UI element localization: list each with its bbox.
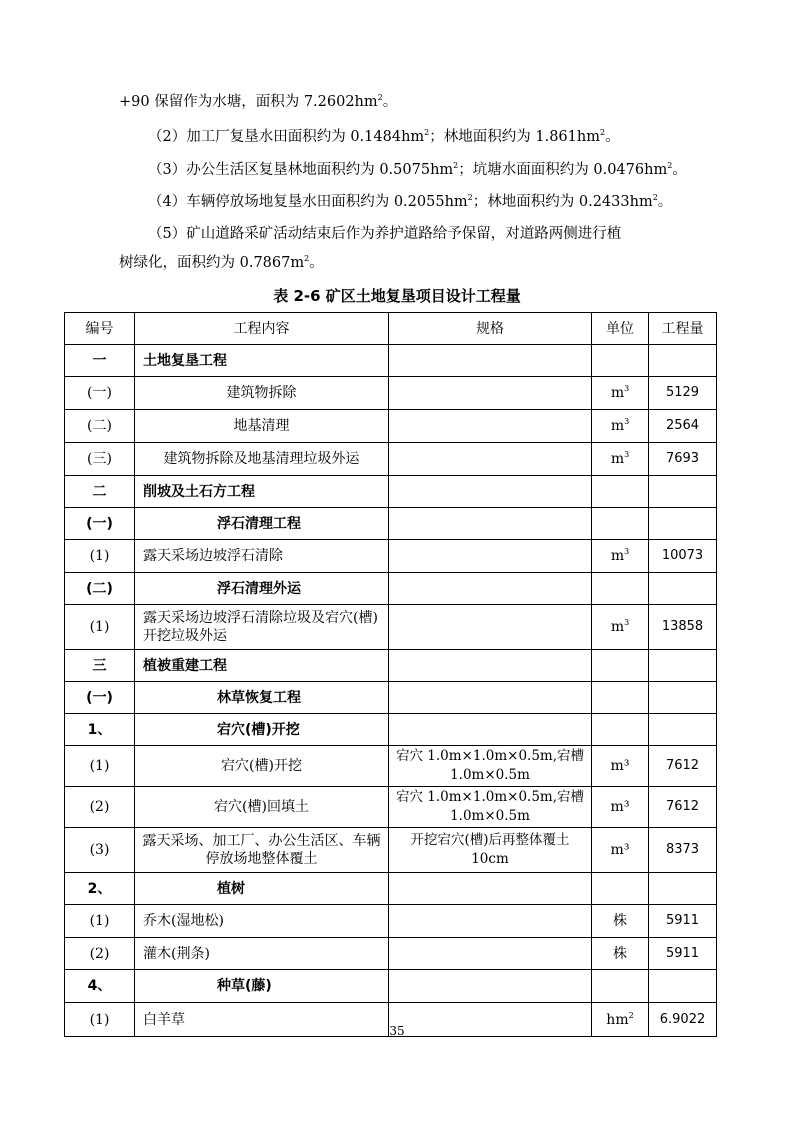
row-quantity: 13858 (649, 605, 717, 650)
unit-text: m (610, 619, 625, 635)
row-unit (592, 476, 649, 508)
table-row (65, 345, 717, 377)
row-quantity (649, 508, 717, 540)
header-spec: 规格 (389, 313, 592, 345)
row-spec (389, 905, 592, 938)
row-id: (一) (65, 682, 135, 714)
unit-superscript: 3 (624, 547, 630, 556)
table-row (65, 410, 717, 443)
table-header-row (65, 313, 717, 345)
table-row (65, 938, 717, 970)
row-id: (3) (65, 828, 135, 873)
table-row (65, 714, 717, 746)
table-row (65, 787, 717, 828)
row-quantity: 7693 (649, 443, 717, 476)
row-quantity: 5911 (649, 938, 717, 970)
row-id: (2) (65, 938, 135, 970)
row-spec: 宕穴 1.0m×1.0m×0.5m,宕槽 1.0m×0.5m (389, 787, 592, 828)
table-row (65, 970, 717, 1003)
header-quantity: 工程量 (649, 313, 717, 345)
table-row (65, 377, 717, 410)
row-unit (592, 787, 649, 828)
row-quantity (649, 650, 717, 682)
paragraph-text: +90 保留作为水塘，面积为 $7.2602hm^2$。 (119, 93, 398, 110)
row-spec (389, 540, 592, 573)
unit-superscript: 3 (624, 450, 630, 459)
row-content: 建筑物拆除 (135, 377, 389, 410)
row-unit (592, 573, 649, 605)
table-caption: 表 2-6 矿区土地复垦项目设计工程量 (273, 287, 521, 305)
row-quantity (649, 682, 717, 714)
unit-text: hm (606, 1011, 629, 1028)
row-content: 露天采场、加工厂、办公生活区、车辆停放场地整体覆土 (135, 828, 389, 873)
row-quantity (649, 714, 717, 746)
row-id: (三) (65, 443, 135, 476)
row-id: (1) (65, 605, 135, 650)
unit-text: 株 (613, 945, 627, 962)
table-row (65, 573, 717, 605)
row-content: 露天采场边坡浮石清除垃圾及宕穴(槽)开挖垃圾外运 (135, 605, 389, 650)
row-quantity: 7612 (649, 746, 717, 787)
row-content: 宕穴(槽)开挖 (135, 714, 389, 746)
row-unit (592, 938, 649, 970)
row-id: 三 (65, 650, 135, 682)
table-row (65, 905, 717, 938)
header-id: 编号 (65, 313, 135, 345)
row-spec (389, 377, 592, 410)
row-unit (592, 714, 649, 746)
unit-text: m³ (610, 842, 630, 858)
row-id: 4、 (65, 970, 135, 1003)
unit-superscript: 2 (628, 1010, 634, 1020)
row-unit (592, 873, 649, 905)
unit-text: m (610, 385, 625, 401)
row-unit (592, 540, 649, 573)
unit-text: 株 (613, 913, 627, 929)
row-spec (389, 873, 592, 905)
row-quantity: 10073 (649, 540, 717, 573)
row-id: 二 (65, 476, 135, 508)
row-content: 浮石清理工程 (135, 508, 389, 540)
row-quantity: 5129 (649, 377, 717, 410)
row-spec (389, 938, 592, 970)
row-id: 1、 (65, 714, 135, 746)
row-spec (389, 970, 592, 1003)
row-content: 宕穴(槽)回填土 (135, 787, 389, 828)
row-quantity (649, 476, 717, 508)
table-row (65, 443, 717, 476)
row-unit (592, 508, 649, 540)
header-content: 工程内容 (135, 313, 389, 345)
table-row (65, 476, 717, 508)
row-unit (592, 970, 649, 1003)
row-content: 植树 (135, 873, 389, 905)
row-id: (一) (65, 508, 135, 540)
row-unit (592, 650, 649, 682)
row-unit (592, 443, 649, 476)
row-spec: 宕穴 1.0m×1.0m×0.5m,宕槽 1.0m×0.5m (389, 746, 592, 787)
row-content: 露天采场边坡浮石清除 (135, 540, 389, 573)
unit-superscript: 3 (624, 417, 630, 426)
row-unit (592, 377, 649, 410)
row-content: 削坡及土石方工程 (135, 476, 389, 508)
row-quantity: 2564 (649, 410, 717, 443)
row-content: 林草恢复工程 (135, 682, 389, 714)
row-id: (1) (65, 540, 135, 573)
row-quantity: 7612 (649, 787, 717, 828)
row-quantity: 6.9022 (649, 1003, 717, 1037)
row-id: (2) (65, 787, 135, 828)
unit-text: m³ (610, 799, 630, 815)
table-row (65, 682, 717, 714)
page-number: 35 (389, 1024, 405, 1038)
row-id: 2、 (65, 873, 135, 905)
row-content: 乔木(湿地松) (135, 905, 389, 938)
row-unit (592, 905, 649, 938)
engineering-quantity-table (64, 312, 717, 1037)
unit-text: m³ (610, 758, 630, 774)
row-quantity: 8373 (649, 828, 717, 873)
row-quantity (649, 970, 717, 1003)
row-content: 灌木(荆条) (135, 938, 389, 970)
row-unit (592, 345, 649, 377)
row-id: (1) (65, 1003, 135, 1037)
row-unit (592, 410, 649, 443)
row-content: 宕穴(槽)开挖 (135, 746, 389, 787)
row-id: (1) (65, 746, 135, 787)
unit-text: m (610, 418, 625, 434)
row-quantity (649, 873, 717, 905)
row-content: 浮石清理外运 (135, 573, 389, 605)
row-unit (592, 682, 649, 714)
table-row (65, 508, 717, 540)
row-unit (592, 605, 649, 650)
unit-superscript: 3 (624, 618, 630, 627)
row-quantity: 5911 (649, 905, 717, 938)
row-unit (592, 746, 649, 787)
unit-text: m (610, 451, 625, 467)
unit-text: m (610, 548, 625, 564)
row-spec (389, 476, 592, 508)
row-spec (389, 410, 592, 443)
table-row (65, 605, 717, 650)
row-spec (389, 573, 592, 605)
row-content: 白羊草 (135, 1003, 389, 1037)
unit-superscript: 3 (624, 384, 630, 393)
row-quantity (649, 573, 717, 605)
row-spec (389, 508, 592, 540)
row-spec (389, 605, 592, 650)
row-unit (592, 828, 649, 873)
table-row (65, 650, 717, 682)
table-row (65, 873, 717, 905)
row-id: (一) (65, 377, 135, 410)
table-row (65, 746, 717, 787)
row-quantity (649, 345, 717, 377)
row-spec (389, 443, 592, 476)
table-row (65, 540, 717, 573)
row-id: (二) (65, 410, 135, 443)
row-spec (389, 650, 592, 682)
row-content: 土地复垦工程 (135, 345, 389, 377)
table-row (65, 828, 717, 873)
row-content: 建筑物拆除及地基清理垃圾外运 (135, 443, 389, 476)
row-spec (389, 714, 592, 746)
row-spec (389, 345, 592, 377)
row-spec: 开挖宕穴(槽)后再整体覆土 10cm (389, 828, 592, 873)
row-id: (1) (65, 905, 135, 938)
row-content: 种草(藤) (135, 970, 389, 1003)
row-content: 地基清理 (135, 410, 389, 443)
row-id: 一 (65, 345, 135, 377)
row-content: 植被重建工程 (135, 650, 389, 682)
row-spec (389, 682, 592, 714)
header-unit: 单位 (592, 313, 649, 345)
row-id: (二) (65, 573, 135, 605)
